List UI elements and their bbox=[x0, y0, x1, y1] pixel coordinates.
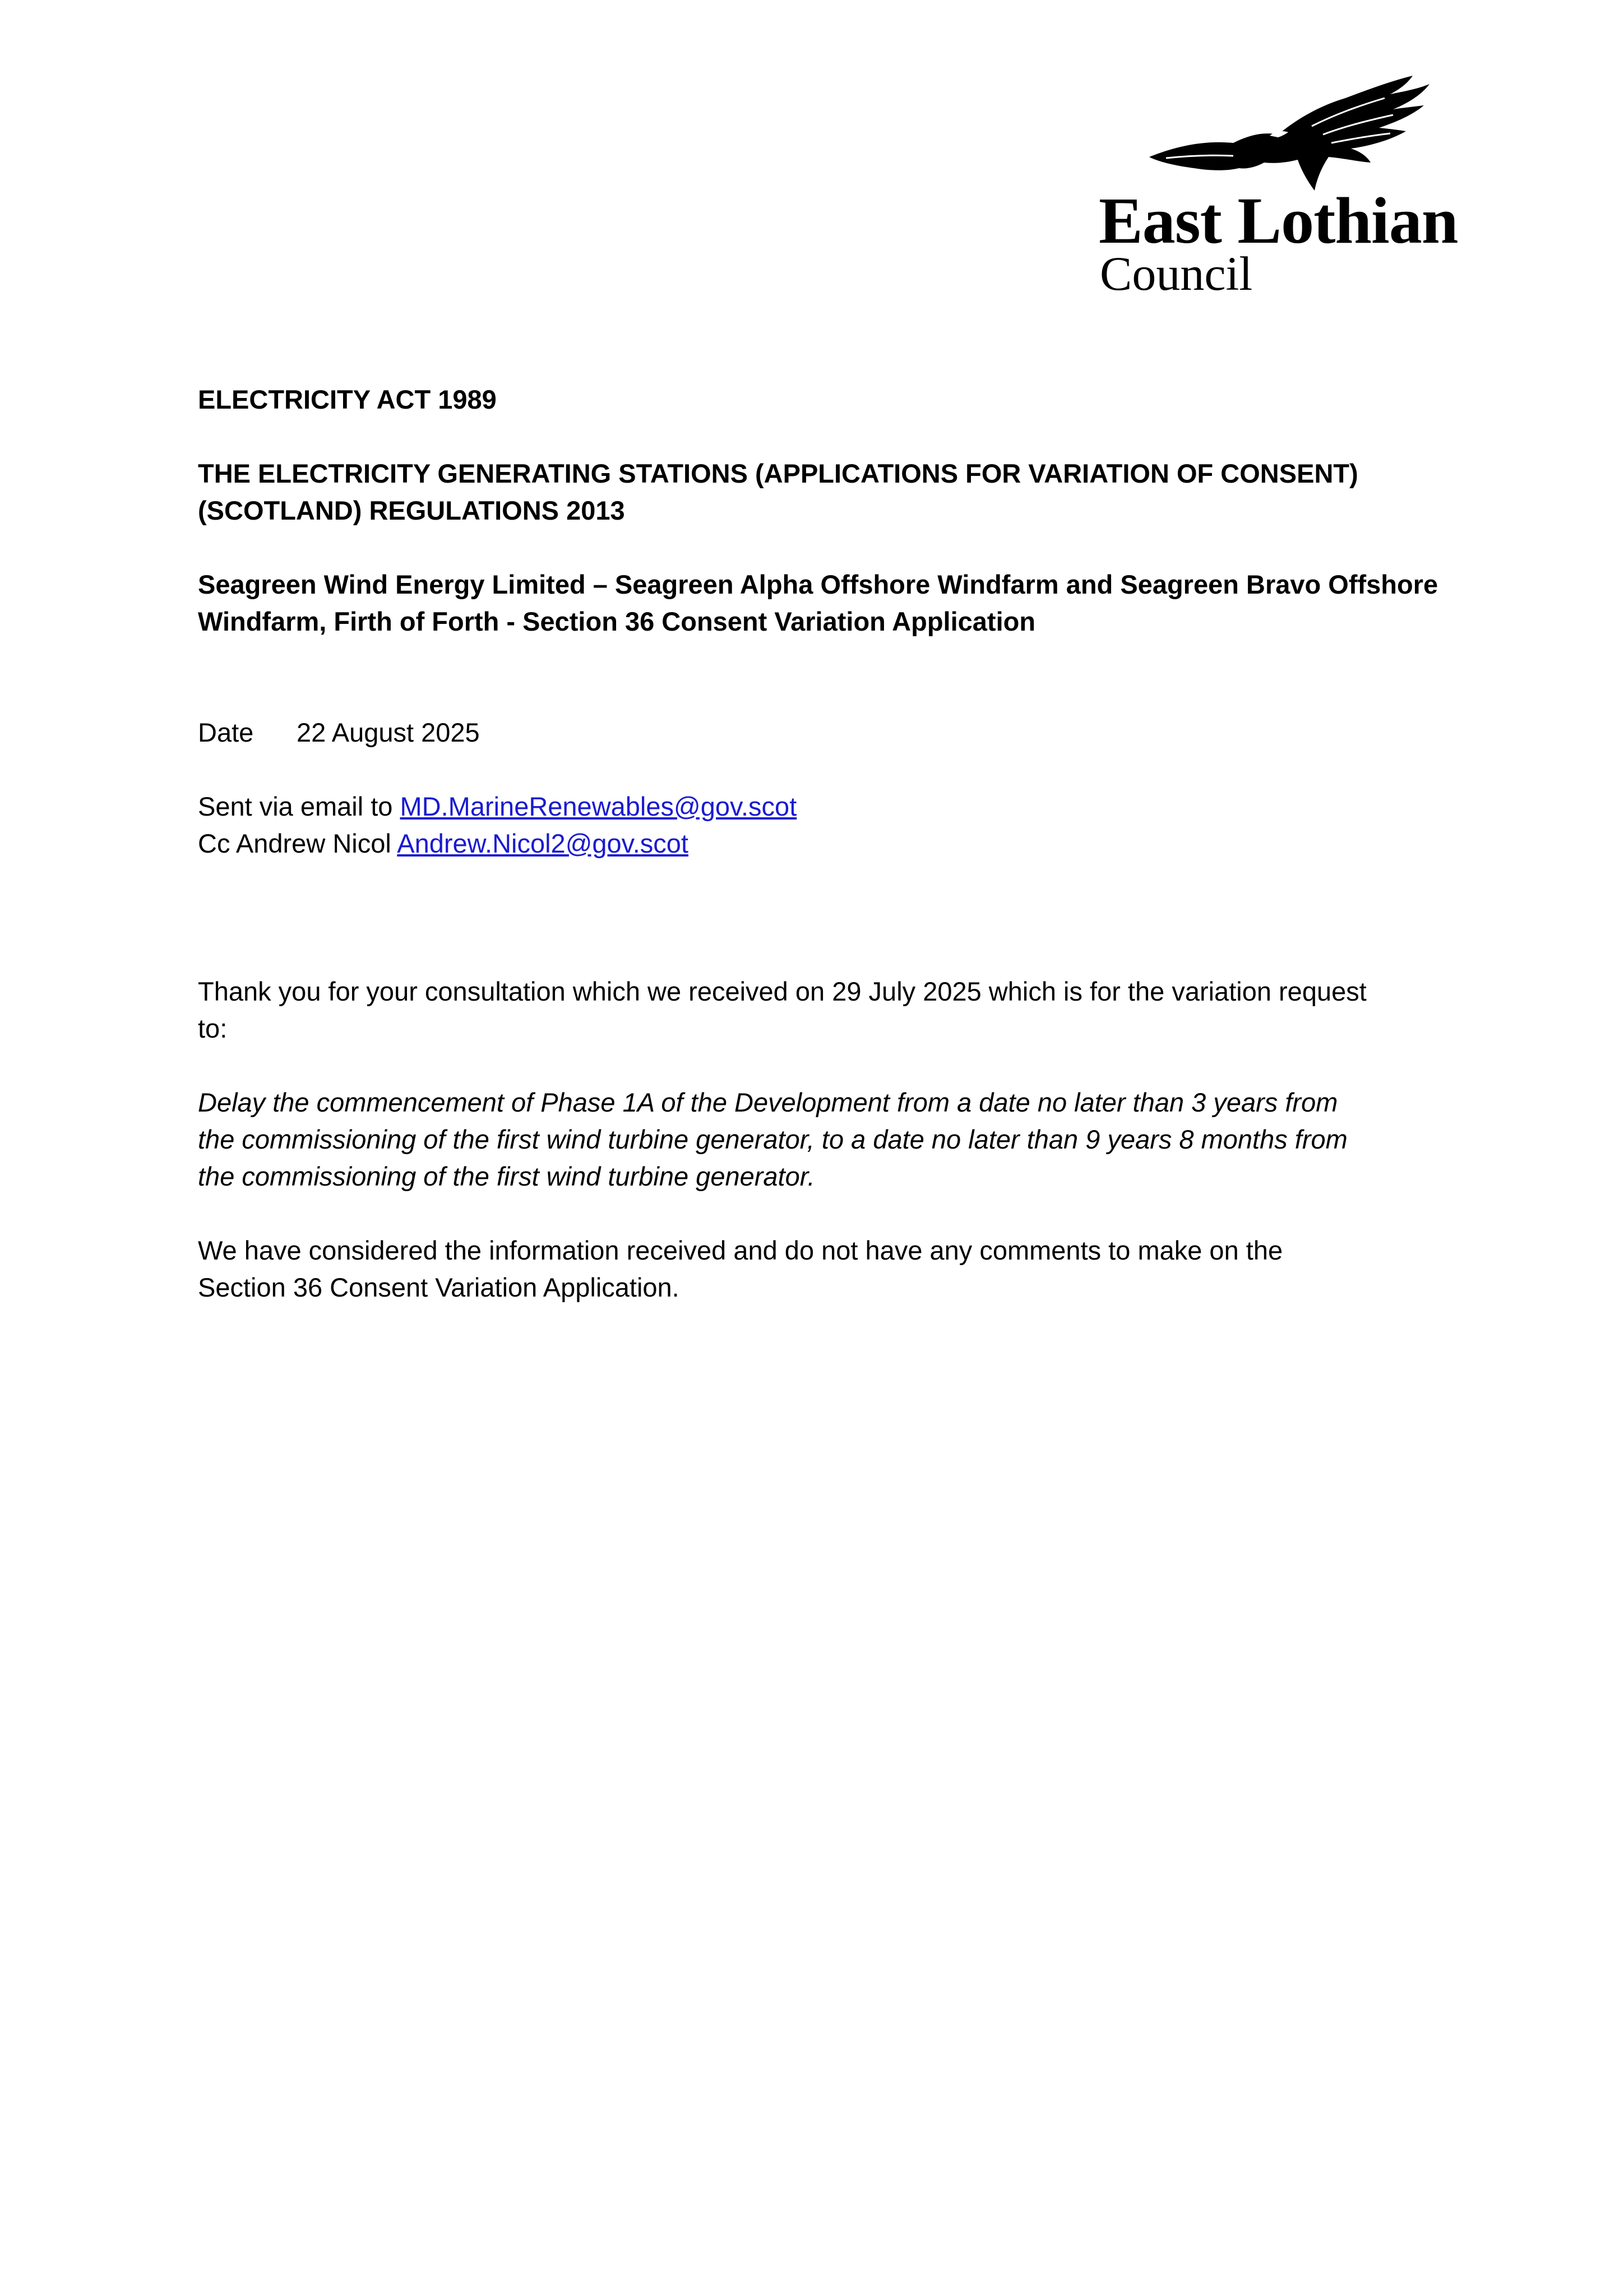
cc-prefix: Cc Andrew Nicol bbox=[198, 828, 397, 858]
paragraph-line: Thank you for your consultation which we received on 29 July 2025 which is for the variation request bbox=[198, 976, 1367, 1006]
date-line bbox=[198, 714, 1454, 751]
paragraph-line: Section 36 Consent Variation Application. bbox=[198, 1272, 679, 1302]
cc-email-link[interactable]: Andrew.Nicol2@gov.scot bbox=[397, 828, 688, 858]
paragraph-line: We have considered the information received and do not have any comments to make on the bbox=[198, 1235, 1283, 1265]
quote-line: Delay the commencement of Phase 1A of the Development from a date no later than 3 years from bbox=[198, 1087, 1338, 1117]
logo-title: East Lothian bbox=[1099, 184, 1458, 257]
regulations-heading-line: (SCOTLAND) REGULATIONS 2013 bbox=[198, 496, 625, 525]
paragraph-line: to: bbox=[198, 1013, 228, 1043]
date-value: 22 August 2025 bbox=[297, 718, 480, 747]
act-heading: ELECTRICITY ACT 1989 bbox=[198, 385, 497, 414]
subject-heading-line: Seagreen Wind Energy Limited – Seagreen Alpha Offshore Windfarm and Seagreen Bravo Offshore bbox=[198, 570, 1438, 599]
quote-line: the commissioning of the first wind turbine generator, to a date no later than 9 years 8 months from bbox=[198, 1124, 1348, 1154]
intro-paragraph bbox=[198, 973, 1454, 1047]
cc-line bbox=[198, 825, 1454, 862]
recipients bbox=[198, 788, 1454, 862]
quote-line: the commissioning of the first wind turbine generator. bbox=[198, 1161, 815, 1191]
regulations-heading-line: THE ELECTRICITY GENERATING STATIONS (APPLICATIONS FOR VARIATION OF CONSENT) bbox=[198, 459, 1358, 488]
subject-heading bbox=[198, 566, 1454, 640]
eagle-icon bbox=[1144, 73, 1435, 196]
date-label: Date bbox=[198, 718, 254, 747]
subject-heading-line: Windfarm, Firth of Forth - Section 36 Consent Variation Application bbox=[198, 607, 1036, 636]
response-paragraph bbox=[198, 1232, 1454, 1306]
logo-subtitle: Council bbox=[1100, 247, 1253, 300]
letter-content bbox=[198, 381, 1454, 1306]
sent-line bbox=[198, 788, 1454, 825]
regulations-heading bbox=[198, 455, 1454, 529]
council-logo bbox=[1099, 73, 1525, 300]
sent-email-link[interactable]: MD.MarineRenewables@gov.scot bbox=[400, 791, 797, 821]
variation-quote bbox=[198, 1084, 1454, 1195]
sent-prefix: Sent via email to bbox=[198, 791, 400, 821]
